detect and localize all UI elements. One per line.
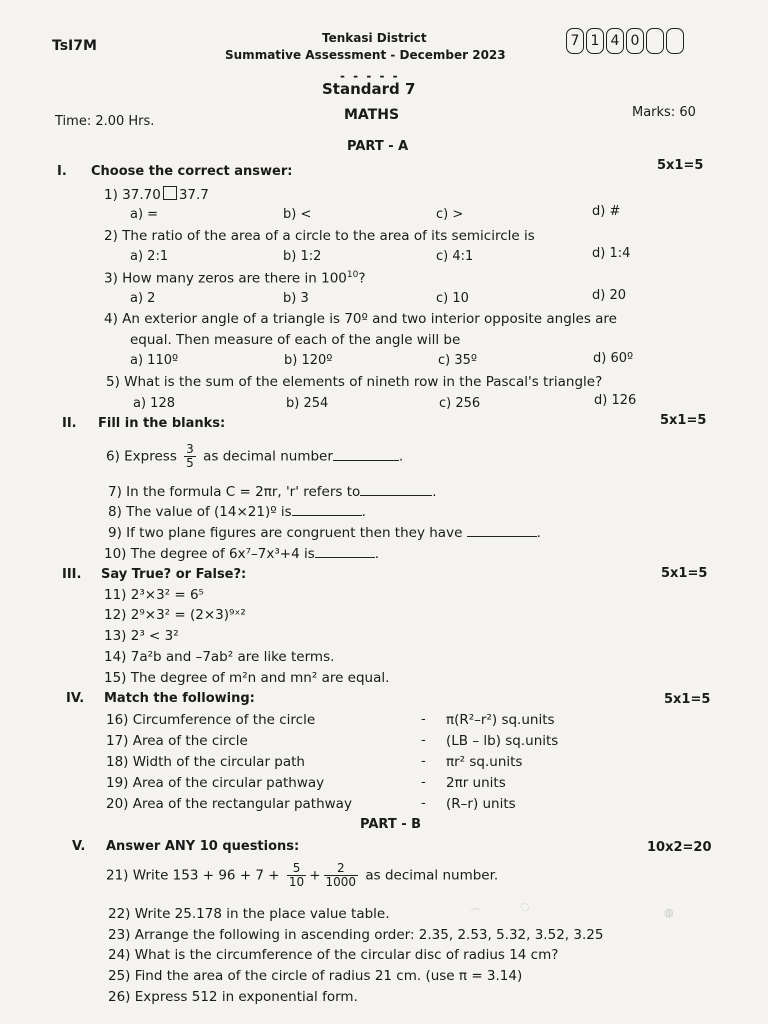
question-26 — [108, 989, 358, 1005]
section-2-score: 5x1=5 — [660, 413, 707, 428]
match-dash: - — [421, 775, 426, 790]
marks-label: Marks: 60 — [632, 105, 696, 120]
q1-right: 37.7 — [178, 187, 209, 203]
question-15 — [104, 670, 389, 686]
q-number: 26) — [108, 989, 131, 1005]
q5-text: What is the sum of the elements of nineth row in the Pascal's triangle? — [124, 374, 603, 390]
question-3 — [104, 270, 366, 287]
question-9 — [108, 524, 541, 541]
reg-digit: 1 — [586, 28, 604, 54]
q1-option-a: a) = — [130, 207, 159, 222]
q1-option-d: d) # — [592, 204, 621, 219]
match-row-20 — [106, 796, 352, 812]
q-number: 7) — [108, 484, 122, 500]
question-4 — [104, 311, 617, 327]
pencil-smudge: ◌ — [520, 900, 530, 913]
q12-text: 2⁹×3² = (2×3)⁹ˣ² — [130, 607, 246, 623]
reg-digit: 4 — [606, 28, 624, 54]
match-right: πr² sq.units — [446, 754, 523, 770]
q5-option-d: d) 126 — [594, 393, 637, 408]
q-number: 18) — [106, 754, 129, 770]
q6-pre: Express — [124, 448, 177, 465]
q5-option-b: b) 254 — [286, 396, 329, 411]
match-row-18 — [106, 754, 305, 770]
q3-option-d: d) 20 — [592, 288, 626, 303]
question-1 — [104, 186, 209, 203]
q-number: 13) — [104, 628, 127, 644]
question-6 — [106, 443, 403, 470]
q11-text: 2³×3² = 6⁵ — [130, 587, 204, 603]
question-13 — [104, 628, 179, 644]
q24-text: What is the circumference of the circular disc of radius 14 cm? — [134, 947, 559, 963]
district-title: Tenkasi District — [322, 31, 427, 45]
q-number: 1) — [104, 187, 118, 203]
fraction-numerator: 5 — [287, 862, 306, 876]
q13-text: 2³ < 3² — [130, 628, 179, 644]
q-number: 2) — [104, 228, 118, 244]
match-dash: - — [421, 796, 426, 811]
fraction — [324, 862, 359, 889]
q4-line2: equal. Then measure of each of the angle will be — [130, 332, 461, 348]
q-number: 23) — [108, 927, 131, 943]
question-10 — [104, 545, 379, 562]
match-dash: - — [421, 712, 426, 727]
q9-end: . — [536, 525, 541, 541]
match-dash: - — [421, 733, 426, 748]
q14-text: 7a²b and –7ab² are like terms. — [130, 649, 335, 665]
fraction-denominator: 10 — [288, 875, 305, 889]
match-left: Area of the rectangular pathway — [132, 796, 352, 812]
part-b-heading: PART - B — [360, 817, 422, 832]
q4-line1: An exterior angle of a triangle is 70º and two interior opposite angles are — [122, 311, 617, 327]
question-7 — [108, 483, 437, 500]
q1-left: 37.70 — [122, 187, 161, 203]
reg-digit — [646, 28, 664, 54]
match-left: Area of the circular pathway — [132, 775, 325, 791]
q4-option-b: b) 120º — [284, 353, 333, 368]
match-right: 2πr units — [446, 775, 506, 791]
q-number: 3) — [104, 270, 118, 287]
plus-sign: + — [309, 867, 321, 884]
section-2-number: II. — [62, 416, 77, 431]
question-2 — [104, 228, 535, 244]
question-21 — [106, 862, 498, 889]
q4-option-c: c) 35º — [438, 353, 478, 368]
q7-end: . — [432, 484, 437, 500]
part-a-heading: PART - A — [347, 139, 409, 154]
pencil-smudge: ◍ — [664, 906, 674, 919]
fraction-numerator: 3 — [186, 442, 194, 456]
q-number: 17) — [106, 733, 129, 749]
q-number: 6) — [106, 448, 120, 465]
section-5-score: 10x2=20 — [647, 840, 712, 855]
q4-option-d: d) 60º — [593, 351, 634, 366]
q5-option-a: a) 128 — [133, 396, 175, 411]
section-3-number: III. — [62, 567, 82, 582]
q21-pre: Write 153 + 96 + 7 + — [132, 867, 280, 884]
q10-end: . — [374, 546, 380, 562]
section-5-number: V. — [72, 839, 86, 854]
section-1-title: Choose the correct answer: — [91, 164, 293, 179]
q1-option-b: b) < — [283, 207, 312, 222]
question-23 — [108, 927, 603, 943]
q-number: 10) — [104, 546, 127, 562]
question-12 — [104, 607, 246, 623]
q7-text: In the formula C = 2πr, 'r' refers to — [126, 484, 361, 500]
q22-text: Write 25.178 in the place value table. — [134, 906, 390, 922]
question-14 — [104, 649, 334, 665]
match-left: Circumference of the circle — [132, 712, 316, 728]
fraction-denominator: 5 — [186, 456, 194, 470]
answer-blank[interactable] — [292, 503, 362, 516]
standard-underline: - - - - - — [340, 69, 400, 83]
q3-end: ? — [358, 270, 366, 287]
q21-post: as decimal number. — [365, 867, 499, 884]
question-11 — [104, 587, 204, 603]
q-number: 15) — [104, 670, 127, 686]
match-left: Area of the circle — [132, 733, 248, 749]
q2-option-b: b) 1:2 — [283, 249, 322, 264]
paper-code: TsI7M — [52, 38, 97, 54]
q-number: 22) — [108, 906, 131, 922]
q6-end: . — [398, 448, 404, 465]
answer-blank[interactable] — [333, 448, 399, 461]
question-25 — [108, 968, 522, 984]
question-22 — [108, 906, 390, 922]
q2-text: The ratio of the area of a circle to the area of its semicircle is — [122, 228, 535, 244]
section-4-score: 5x1=5 — [664, 692, 711, 707]
q10-text: The degree of 6x⁷–7x³+4 is — [130, 546, 315, 562]
assessment-title: Summative Assessment - December 2023 — [225, 48, 506, 62]
subject-title: MATHS — [344, 107, 400, 123]
answer-blank[interactable] — [360, 483, 432, 496]
question-8 — [108, 503, 366, 520]
q8-end: . — [361, 504, 366, 520]
match-row-16 — [106, 712, 315, 728]
answer-blank[interactable] — [467, 524, 537, 537]
pencil-smudge: ⌒ — [470, 908, 481, 921]
q-number: 4) — [104, 311, 118, 327]
q-number: 14) — [104, 649, 127, 665]
q6-post: as decimal number — [203, 448, 333, 465]
match-row-19 — [106, 775, 324, 791]
fraction-denominator: 1000 — [325, 875, 357, 889]
fraction — [184, 443, 196, 470]
match-right: (R–r) units — [446, 796, 516, 812]
q-number: 12) — [104, 607, 127, 623]
fraction-numerator: 2 — [324, 862, 359, 876]
q2-option-a: a) 2:1 — [130, 249, 169, 264]
section-3-score: 5x1=5 — [661, 566, 708, 581]
q3-option-b: b) 3 — [283, 291, 309, 306]
q-number: 21) — [106, 867, 129, 884]
q15-text: The degree of m²n and mn² are equal. — [130, 670, 390, 686]
standard-title: Standard 7 — [322, 80, 416, 98]
fraction — [287, 862, 306, 889]
reg-digit: 0 — [626, 28, 644, 54]
q25-text: Find the area of the circle of radius 21 cm. (use π = 3.14) — [134, 968, 523, 984]
question-5 — [106, 374, 602, 390]
q1-option-c: c) > — [436, 207, 464, 222]
section-3-title: Say True? or False?: — [101, 567, 247, 582]
register-number-boxes — [566, 28, 686, 54]
q-number: 24) — [108, 947, 131, 963]
section-2-title: Fill in the blanks: — [98, 416, 226, 431]
q3-exponent: 10 — [346, 270, 359, 280]
q8-text: The value of (14×21)º is — [126, 504, 292, 520]
time-label: Time: 2.00 Hrs. — [55, 114, 155, 129]
blank-box-icon — [163, 186, 177, 200]
q3-text: How many zeros are there in 100 — [122, 270, 347, 287]
section-1-number: I. — [57, 164, 67, 179]
q9-text: If two plane figures are congruent then they have — [126, 525, 463, 541]
question-24 — [108, 947, 558, 963]
match-dash: - — [421, 754, 426, 769]
q3-option-c: c) 10 — [436, 291, 469, 306]
q5-option-c: c) 256 — [439, 396, 481, 411]
match-right: (LB – lb) sq.units — [446, 733, 559, 749]
q23-text: Arrange the following in ascending order: 2.35, 2.53, 5.32, 3.52, 3.25 — [134, 927, 604, 943]
q2-option-d: d) 1:4 — [592, 246, 631, 261]
q-number: 11) — [104, 587, 127, 603]
reg-digit — [666, 28, 684, 54]
q2-option-c: c) 4:1 — [436, 249, 474, 264]
q-number: 9) — [108, 525, 122, 541]
match-row-17 — [106, 733, 248, 749]
section-4-title: Match the following: — [104, 691, 255, 706]
section-4-number: IV. — [66, 691, 85, 706]
reg-digit: 7 — [566, 28, 584, 54]
q-number: 20) — [106, 796, 129, 812]
match-right: π(R²–r²) sq.units — [446, 712, 555, 728]
q26-text: Express 512 in exponential form. — [134, 989, 358, 1005]
q-number: 19) — [106, 775, 129, 791]
q-number: 16) — [106, 712, 129, 728]
q3-option-a: a) 2 — [130, 291, 156, 306]
answer-blank[interactable] — [315, 545, 375, 558]
section-5-title: Answer ANY 10 questions: — [106, 839, 300, 854]
q-number: 25) — [108, 968, 131, 984]
q4-option-a: a) 110º — [130, 353, 179, 368]
q-number: 8) — [108, 504, 122, 520]
q-number: 5) — [106, 374, 120, 390]
match-left: Width of the circular path — [132, 754, 305, 770]
section-1-score: 5x1=5 — [657, 158, 704, 173]
